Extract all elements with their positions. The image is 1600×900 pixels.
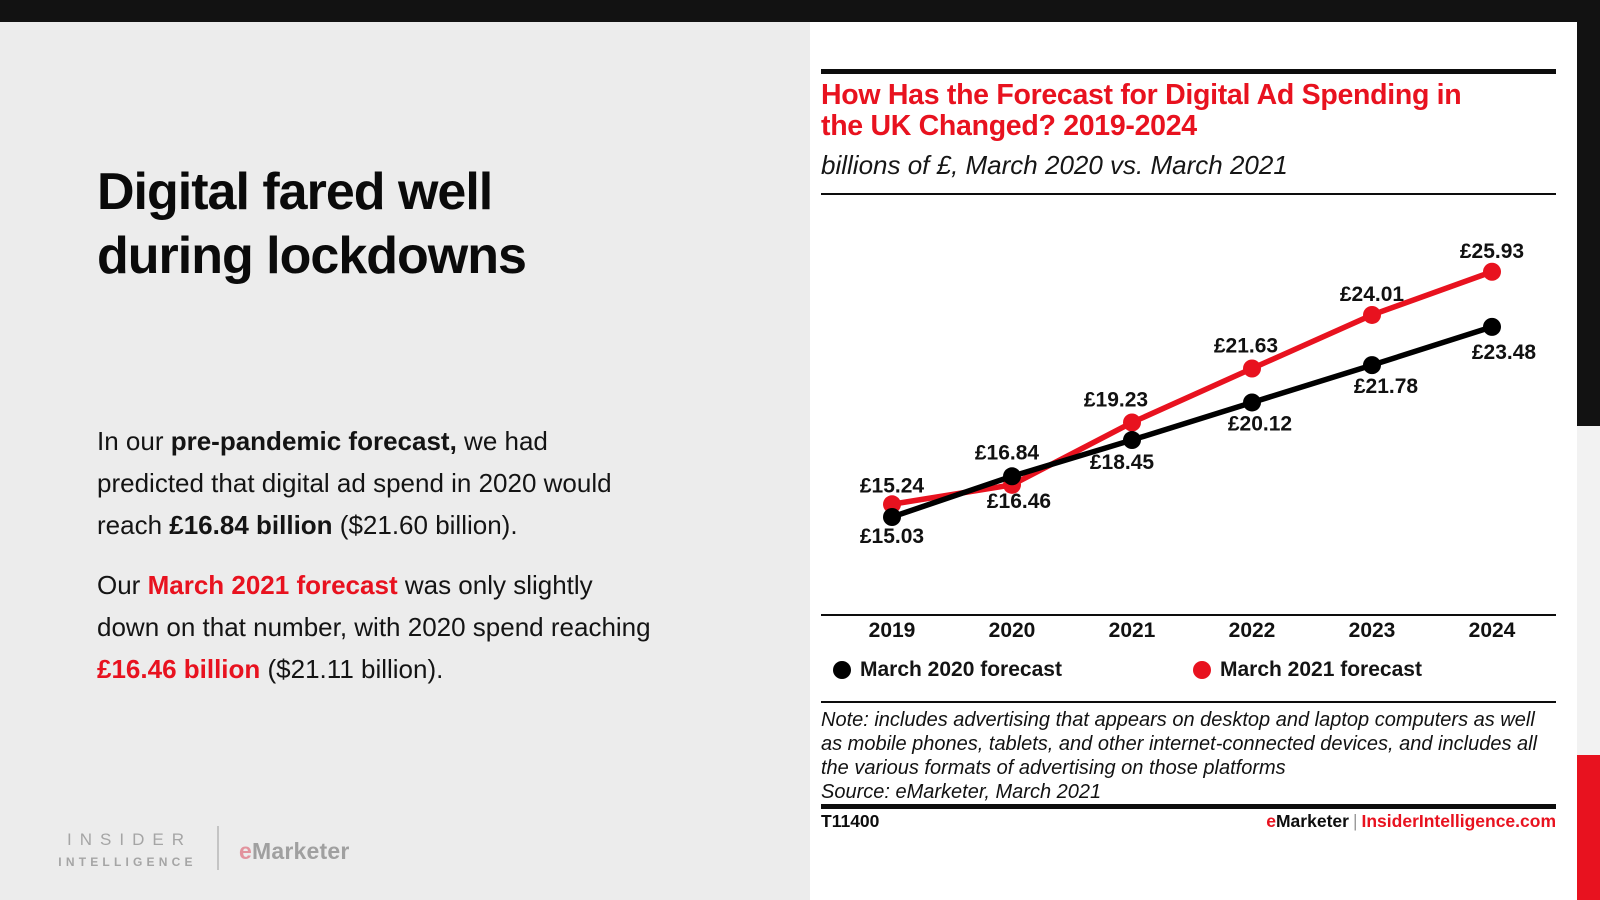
text-segment: we had predicted that digital ad spend in 2020 would reach xyxy=(97,426,612,540)
data-label: £25.93 xyxy=(1459,239,1525,263)
chart-note xyxy=(821,708,1561,804)
footer-separator: | xyxy=(1352,811,1358,831)
data-point xyxy=(1483,263,1501,281)
legend-label: March 2020 forecast xyxy=(860,658,1062,681)
data-point xyxy=(1363,306,1381,324)
footer-emarketer-e: e xyxy=(1266,811,1276,831)
legend-dot-black-icon xyxy=(833,661,851,679)
data-label: £23.48 xyxy=(1471,340,1537,364)
text-segment: In our xyxy=(97,426,171,456)
text-segment: ($21.11 billion). xyxy=(260,654,444,684)
note-line: Note: includes advertising that appears on desktop and laptop computers as well xyxy=(821,709,1535,731)
legend-bottom-rule xyxy=(821,701,1556,703)
data-point xyxy=(1243,360,1261,378)
footer-top-rule xyxy=(821,804,1556,809)
logo-divider xyxy=(217,826,219,870)
emarketer-logo-rest: Marketer xyxy=(252,838,350,864)
slide-headline: Digital fared well during lockdowns xyxy=(97,163,526,285)
note-line: the various formats of advertising on those platforms xyxy=(821,757,1286,779)
x-tick-label: 2019 xyxy=(868,619,916,642)
footer-brand xyxy=(1266,811,1556,832)
right-edge-red-strip xyxy=(1577,755,1600,900)
legend-dot-red-icon xyxy=(1193,661,1211,679)
x-tick-label: 2022 xyxy=(1228,619,1276,642)
note-line: as mobile phones, tablets, and other internet-connected devices, and includes all xyxy=(821,733,1538,755)
data-label: £20.12 xyxy=(1227,412,1293,436)
body-paragraph xyxy=(97,564,657,690)
data-label: £19.23 xyxy=(1083,388,1149,412)
chart-title: How Has the Forecast for Digital Ad Spending in the UK Changed? 2019-2024 xyxy=(821,79,1462,142)
logo-insider-text: INSIDER xyxy=(67,830,192,849)
data-label: £15.03 xyxy=(859,525,925,548)
data-point xyxy=(1123,431,1141,449)
data-label: £18.45 xyxy=(1089,451,1155,475)
chart-subtitle: billions of £, March 2020 vs. March 2021 xyxy=(821,150,1288,180)
data-label: £15.24 xyxy=(859,474,925,498)
x-tick-label: 2021 xyxy=(1108,619,1156,642)
legend-item-march-2021 xyxy=(1193,658,1422,682)
footer-site-url: InsiderIntelligence.com xyxy=(1361,811,1556,831)
legend-item-march-2020 xyxy=(833,658,1062,682)
emarketer-logo-e: e xyxy=(239,838,252,864)
data-point xyxy=(1003,467,1021,485)
data-label: £24.01 xyxy=(1339,282,1405,306)
chart-id-tag: T11400 xyxy=(821,811,880,831)
text-segment: £16.84 billion xyxy=(169,510,333,540)
text-segment: was only slightly down on that number, with 2020 spend reaching xyxy=(97,570,651,642)
data-point xyxy=(1483,318,1501,336)
emarketer-logo xyxy=(239,838,350,865)
data-label: £16.84 xyxy=(974,441,1040,465)
text-segment: Our xyxy=(97,570,148,600)
right-edge-gray-strip xyxy=(1577,426,1600,755)
source-line: Source: eMarketer, March 2021 xyxy=(821,781,1102,803)
x-tick-label: 2020 xyxy=(988,619,1036,642)
data-point xyxy=(1243,393,1261,411)
right-edge-black-strip xyxy=(1577,0,1600,426)
forecast-line-chart xyxy=(810,210,1577,645)
text-segment: pre-pandemic forecast, xyxy=(170,426,457,456)
footer-emarketer-rest: Marketer xyxy=(1275,811,1349,831)
series-line-march-2020 xyxy=(892,327,1492,517)
data-label: £21.63 xyxy=(1213,334,1279,358)
body-paragraph xyxy=(97,420,657,546)
text-segment: ($21.60 billion). xyxy=(332,510,518,540)
text-segment: £16.46 billion xyxy=(97,654,261,684)
data-point xyxy=(1123,414,1141,432)
top-black-bar xyxy=(0,0,1600,22)
title-top-rule xyxy=(821,69,1556,74)
data-label: £21.78 xyxy=(1353,375,1419,399)
x-tick-label: 2023 xyxy=(1348,619,1396,642)
x-tick-label: 2024 xyxy=(1468,619,1516,642)
insider-intelligence-logo xyxy=(48,830,203,869)
legend-label: March 2021 forecast xyxy=(1220,658,1422,681)
data-point xyxy=(883,508,901,526)
data-label: £16.46 xyxy=(986,489,1052,513)
text-segment: March 2021 forecast xyxy=(147,570,398,600)
logo-intelligence-text: INTELLIGENCE xyxy=(58,855,197,869)
subtitle-bottom-rule xyxy=(821,193,1556,195)
data-point xyxy=(1363,356,1381,374)
